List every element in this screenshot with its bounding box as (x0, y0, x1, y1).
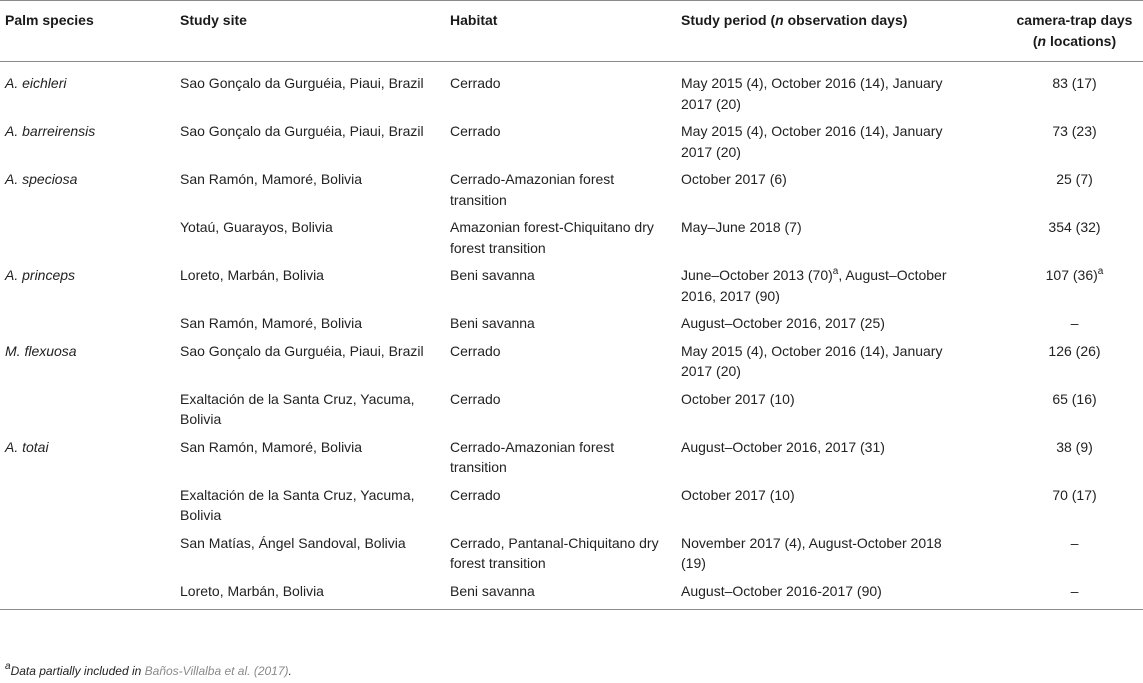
cell-camera-trap-days: 354 (32) (1048, 219, 1101, 235)
footnote-marker: a (1097, 266, 1104, 277)
cell-habitat: Beni savanna (450, 582, 535, 599)
header-study-period-pre: Study period ( (681, 12, 776, 28)
cell-species (0, 307, 175, 335)
cell-camera-trap-days: 38 (9) (1056, 438, 1093, 455)
header-camera-trap-days-n: n (1037, 32, 1047, 49)
header-camera-trap-days (972, 1, 1143, 62)
footnote-text: Data partially included in (10, 664, 145, 678)
cell-species: A. princeps (5, 267, 76, 283)
cell-study-period: August–October 2016, 2017 (25) (681, 315, 885, 331)
cell-study-site: Yotaú, Guarayos, Bolivia (180, 219, 333, 235)
table-row (0, 431, 1143, 479)
cell-study-site: Exaltación de la Santa Cruz, Yacuma, Bolivia (180, 486, 415, 523)
cell-camera-trap-days: 83 (17) (1052, 75, 1097, 91)
cell-study-site: San Ramón, Mamoré, Bolivia (180, 438, 363, 455)
cell-camera-trap-days (972, 259, 1143, 307)
table-row (0, 211, 1143, 259)
cell-camera-trap-days: 73 (23) (1052, 123, 1097, 139)
cell-study-period: October 2017 (10) (681, 390, 795, 407)
cell-habitat: Cerrado (450, 342, 501, 359)
cell-study-site: San Ramón, Mamoré, Bolivia (180, 315, 363, 331)
header-study-period-post: observation days) (783, 12, 908, 28)
cell-species (0, 211, 175, 259)
cell-study-period (676, 259, 972, 307)
table-footnote (5, 661, 292, 678)
cell-habitat: Beni savanna (450, 267, 535, 283)
table-row (0, 335, 1143, 383)
table-row (0, 115, 1143, 163)
cell-study-site: Loreto, Marbán, Bolivia (180, 582, 324, 599)
header-camera-trap-days-line1: camera-trap days (1016, 12, 1133, 28)
cell-study-period: May 2015 (4), October 2016 (14), January 2017 (20) (681, 75, 943, 112)
cell-camera-trap-days: 65 (16) (1052, 390, 1097, 407)
footnote-end: . (288, 664, 292, 678)
cell-camera-trap-days: – (1070, 582, 1079, 599)
header-camera-trap-days-line2-pre: ( (1032, 32, 1038, 49)
cell-species (0, 527, 175, 575)
cell-species (0, 575, 175, 610)
footnote-marker: a (832, 266, 839, 277)
header-study-period-n: n (775, 12, 784, 28)
table-row (0, 307, 1143, 335)
footnote-marker: a (5, 661, 11, 672)
footnote-reference-link[interactable]: Baños-Villalba et al. (2017) (144, 664, 289, 678)
cell-study-site: San Matías, Ángel Sandoval, Bolivia (180, 534, 406, 551)
table-row (0, 62, 1143, 116)
cell-study-site: San Ramón, Mamoré, Bolivia (180, 171, 363, 187)
header-habitat: Habitat (450, 12, 498, 28)
table-row (0, 527, 1143, 575)
cell-study-period-text: June–October 2013 (70) (681, 267, 833, 283)
cell-study-site: Loreto, Marbán, Bolivia (180, 267, 324, 283)
cell-species: A. totai (5, 438, 49, 455)
cell-study-site: Sao Gonçalo da Gurguéia, Piaui, Brazil (180, 342, 424, 359)
table-row (0, 383, 1143, 431)
cell-camera-trap-days: – (1070, 315, 1079, 331)
header-camera-trap-days-line2-post: locations) (1046, 32, 1117, 49)
cell-study-site: Sao Gonçalo da Gurguéia, Piaui, Brazil (180, 75, 424, 91)
cell-habitat: Cerrado, Pantanal-Chiquitano dry forest transition (450, 534, 659, 571)
cell-habitat: Amazonian forest-Chiquitano dry forest transition (450, 219, 654, 256)
cell-species: A. speciosa (5, 171, 78, 187)
cell-habitat: Cerrado (450, 75, 501, 91)
cell-camera-trap-days-text: 107 (36) (1045, 267, 1098, 283)
cell-species (0, 383, 175, 431)
cell-habitat: Cerrado (450, 123, 501, 139)
cell-study-period: August–October 2016-2017 (90) (681, 582, 882, 599)
cell-species: M. flexuosa (5, 342, 77, 359)
cell-study-site: Sao Gonçalo da Gurguéia, Piaui, Brazil (180, 123, 424, 139)
table-header-row (0, 1, 1143, 62)
cell-habitat: Cerrado (450, 486, 501, 503)
cell-species: A. barreirensis (5, 123, 96, 139)
table-row (0, 479, 1143, 527)
cell-study-period: October 2017 (6) (681, 171, 787, 187)
cell-study-period: May 2015 (4), October 2016 (14), January 2017 (20) (681, 342, 943, 379)
cell-study-period: October 2017 (10) (681, 486, 795, 503)
cell-study-period: November 2017 (4), August-October 2018 (19) (681, 534, 942, 571)
cell-habitat: Cerrado (450, 390, 501, 407)
cell-camera-trap-days: 70 (17) (1052, 486, 1097, 503)
header-study-site: Study site (180, 12, 247, 28)
header-study-period (676, 1, 972, 62)
table-row (0, 163, 1143, 211)
table-row (0, 575, 1143, 610)
cell-habitat: Cerrado-Amazonian forest transition (450, 438, 615, 475)
cell-study-period: May 2015 (4), October 2016 (14), January 2017 (20) (681, 123, 943, 160)
cell-camera-trap-days: 25 (7) (1056, 171, 1093, 187)
header-palm-species: Palm species (5, 12, 94, 28)
cell-study-site: Exaltación de la Santa Cruz, Yacuma, Bolivia (180, 390, 415, 427)
table-row (0, 259, 1143, 307)
cell-camera-trap-days: – (1070, 534, 1079, 551)
cell-species (0, 479, 175, 527)
cell-camera-trap-days: 126 (26) (1048, 342, 1101, 359)
cell-habitat: Cerrado-Amazonian forest transition (450, 171, 615, 208)
cell-study-period-text-cont: , August–October 2016, 2017 (90) (681, 267, 947, 304)
cell-study-period: May–June 2018 (7) (681, 219, 802, 235)
cell-habitat: Beni savanna (450, 315, 535, 331)
cell-study-period: August–October 2016, 2017 (31) (681, 438, 885, 455)
cell-species: A. eichleri (5, 75, 67, 91)
